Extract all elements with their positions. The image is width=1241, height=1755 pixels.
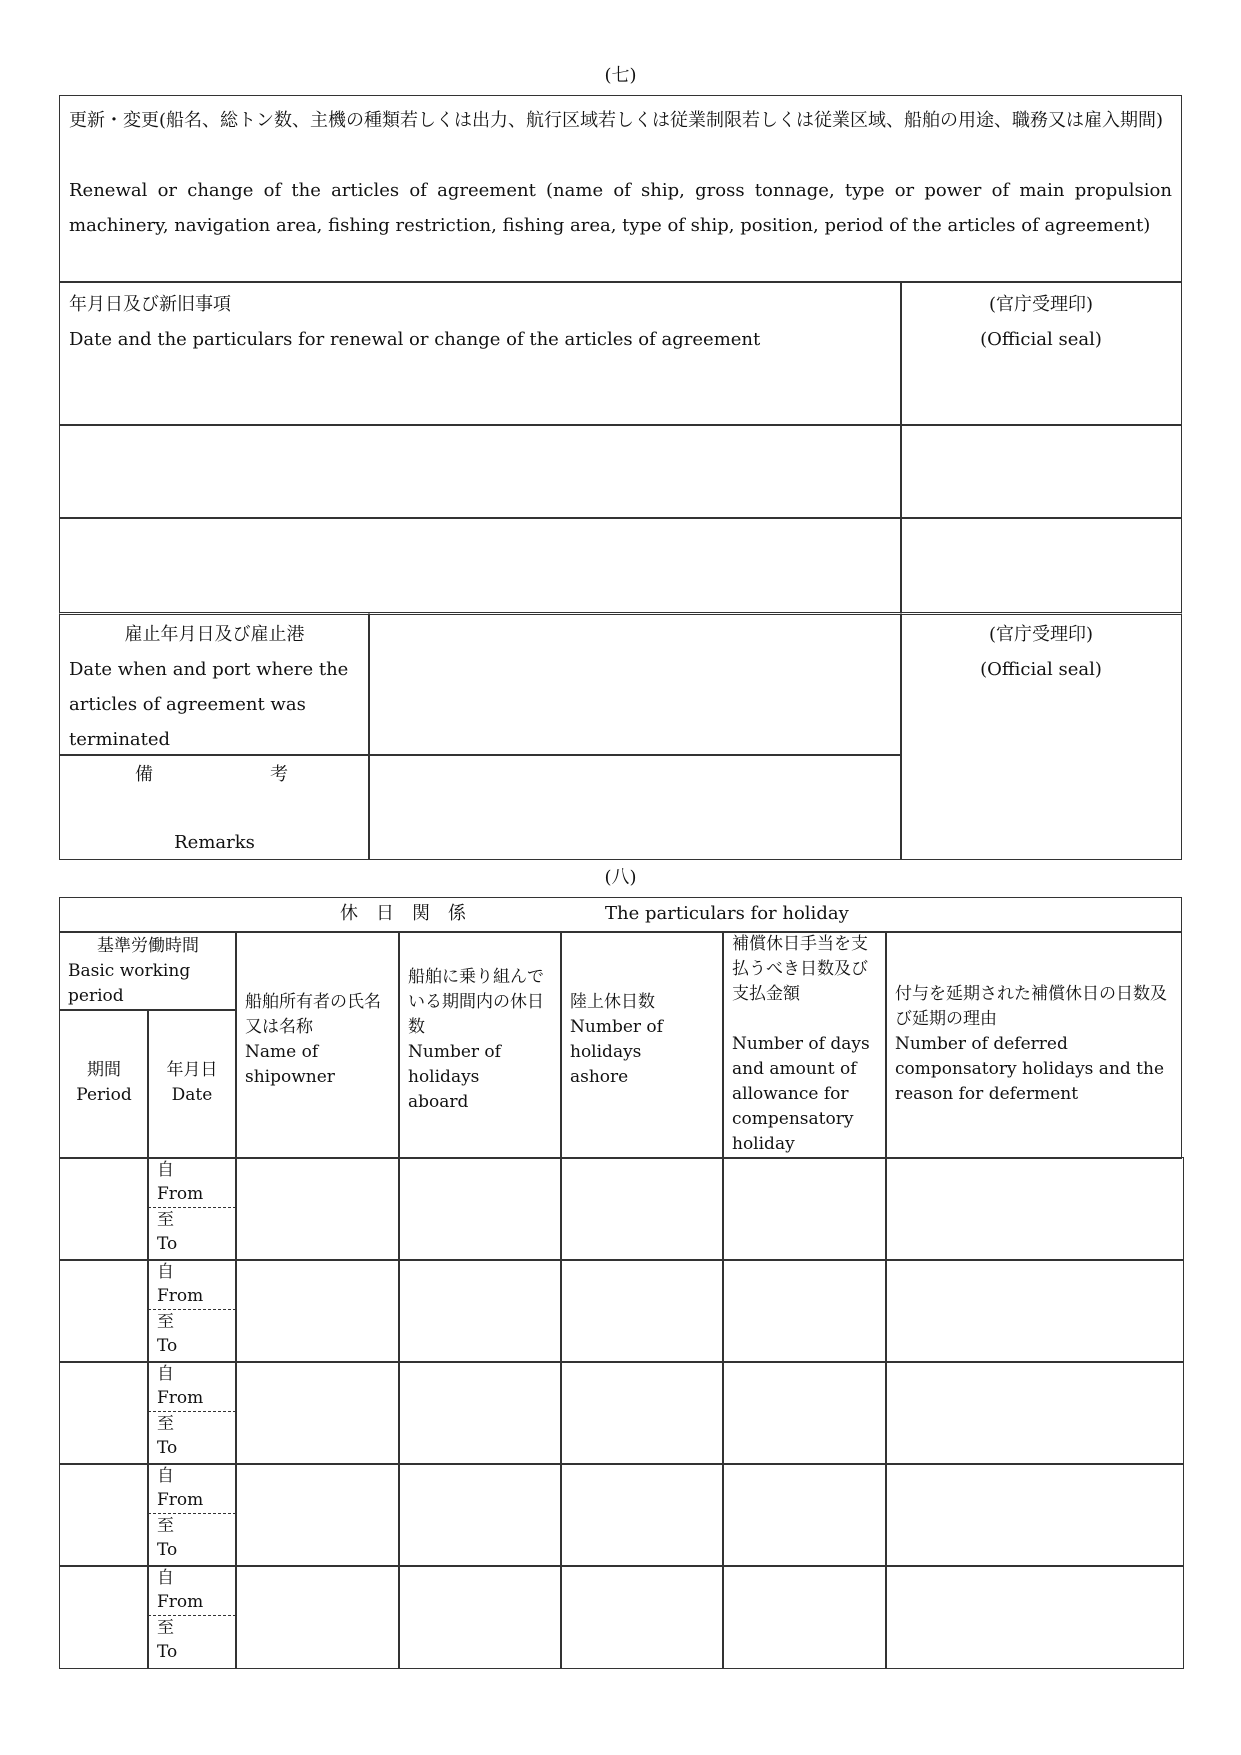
aboard-cell[interactable] — [398, 1157, 562, 1261]
date-en: Date — [171, 1085, 213, 1105]
remarks-entry-cell[interactable] — [368, 754, 902, 860]
holiday-title-cell — [59, 897, 1182, 933]
deferred-cell[interactable] — [885, 1157, 1184, 1261]
from-label-en: From — [157, 1286, 204, 1306]
remarks-label-ja-1: 備 — [135, 764, 153, 785]
basic-en: Basic working period — [68, 961, 191, 1006]
to-label-en: To — [157, 1642, 178, 1662]
termination-label-ja: 雇止年月日及び雇止港 — [124, 624, 305, 645]
to-label-ja: 至 — [157, 1312, 174, 1332]
period-header — [59, 1009, 149, 1159]
period-cell[interactable] — [59, 1157, 149, 1261]
date-label-en: Date and the particulars for renewal or change of the articles of agreement — [69, 329, 761, 350]
deferred-header — [885, 931, 1182, 1159]
shipowner-cell[interactable] — [235, 1463, 400, 1567]
to-label-ja: 至 — [157, 1516, 174, 1536]
basic-ja: 基準労働時間 — [97, 936, 199, 956]
allowance-cell[interactable] — [722, 1361, 887, 1465]
holiday-title-en: The particulars for holiday — [605, 903, 849, 924]
from-label-ja: 自 — [157, 1466, 174, 1486]
allowance-en: Number of days and amount of allowance for compensatory holiday — [732, 1034, 870, 1154]
section-7-number: (七) — [604, 65, 637, 86]
renewal-heading-cell — [59, 95, 1182, 283]
aboard-cell[interactable] — [398, 1259, 562, 1363]
date-cell — [147, 1565, 237, 1669]
allowance-header — [722, 931, 887, 1159]
period-en: Period — [76, 1085, 132, 1105]
ashore-en: Number of holidays ashore — [570, 1017, 663, 1087]
allowance-cell[interactable] — [722, 1463, 887, 1567]
from-label-ja: 自 — [157, 1160, 174, 1180]
holiday-title-ja: 休 日 関 係 — [340, 903, 466, 924]
basic-working-period-header — [59, 931, 237, 1011]
seal2-label-ja: (官庁受理印) — [988, 624, 1094, 645]
shipowner-cell[interactable] — [235, 1157, 400, 1261]
to-label-en: To — [157, 1438, 178, 1458]
ashore-cell[interactable] — [560, 1259, 724, 1363]
remarks-label-cell — [59, 754, 370, 860]
to-label-ja: 至 — [157, 1618, 174, 1638]
renewal-heading-en: Renewal or change of the articles of agreement (name of ship, gross tonnage, type or power of main propulsion machinery, navigation area, fishing restriction, fishing area, type of ship, position, period of the articles of agreement) — [69, 180, 1172, 236]
from-label-ja: 自 — [157, 1262, 174, 1282]
allowance-ja: 補償休日手当を支払うべき日数及び支払金額 — [732, 934, 868, 1004]
date-label-ja: 年月日及び新旧事項 — [69, 294, 231, 315]
ashore-cell[interactable] — [560, 1565, 724, 1669]
period-cell[interactable] — [59, 1361, 149, 1465]
seal-label-ja: (官庁受理印) — [988, 294, 1094, 315]
seal-entry-cell — [900, 517, 1182, 613]
deferred-en: Number of deferred componsatory holidays and the reason for deferment — [895, 1034, 1165, 1104]
ashore-cell[interactable] — [560, 1361, 724, 1465]
remarks-label-ja-2: 考 — [270, 764, 288, 785]
renewal-date-cell[interactable] — [59, 281, 902, 426]
ashore-cell[interactable] — [560, 1157, 724, 1261]
period-ja: 期間 — [87, 1060, 121, 1080]
renewal-heading-ja: 更新・変更(船名、総トン数、主機の種類若しくは出力、航行区域若しくは従業制限若しくは従業区域、船舶の用途、職務又は雇入期間) — [69, 110, 1164, 131]
allowance-cell[interactable] — [722, 1259, 887, 1363]
date-cell — [147, 1157, 237, 1261]
deferred-cell[interactable] — [885, 1361, 1184, 1465]
from-label-ja: 自 — [157, 1364, 174, 1384]
section-8-number: (八) — [604, 867, 637, 888]
deferred-cell[interactable] — [885, 1565, 1184, 1669]
owner-en: Name of shipowner — [245, 1042, 335, 1087]
seal-label-en: (Official seal) — [980, 329, 1102, 350]
date-header — [147, 1009, 237, 1159]
aboard-ja: 船舶に乗り組んでいる期間内の休日数 — [408, 967, 544, 1037]
aboard-cell[interactable] — [398, 1463, 562, 1567]
termination-entry-cell[interactable] — [368, 612, 902, 756]
date-cell — [147, 1259, 237, 1363]
aboard-cell[interactable] — [398, 1565, 562, 1669]
shipowner-header — [235, 931, 400, 1159]
from-label-en: From — [157, 1592, 204, 1612]
aboard-en: Number of holidays aboard — [408, 1042, 501, 1112]
aboard-cell[interactable] — [398, 1361, 562, 1465]
to-label-ja: 至 — [157, 1414, 174, 1434]
termination-label-en: Date when and port where the articles of agreement was terminated — [69, 659, 349, 750]
from-label-en: From — [157, 1184, 204, 1204]
from-label-ja: 自 — [157, 1568, 174, 1588]
period-cell[interactable] — [59, 1463, 149, 1567]
seal-entry-cell — [900, 424, 1182, 519]
holidays-ashore-header — [560, 931, 724, 1159]
remarks-label-en: Remarks — [174, 832, 255, 853]
shipowner-cell[interactable] — [235, 1565, 400, 1669]
shipowner-cell[interactable] — [235, 1361, 400, 1465]
official-seal-cell-2 — [900, 612, 1182, 860]
renewal-entry-cell[interactable] — [59, 517, 902, 613]
deferred-cell[interactable] — [885, 1463, 1184, 1567]
allowance-cell[interactable] — [722, 1157, 887, 1261]
holidays-aboard-header — [398, 931, 562, 1159]
allowance-cell[interactable] — [722, 1565, 887, 1669]
to-label-en: To — [157, 1540, 178, 1560]
ashore-ja: 陸上休日数 — [570, 992, 655, 1012]
to-label-en: To — [157, 1234, 178, 1254]
official-seal-cell — [900, 281, 1182, 426]
to-label-ja: 至 — [157, 1210, 174, 1230]
ashore-cell[interactable] — [560, 1463, 724, 1567]
to-label-en: To — [157, 1336, 178, 1356]
seal2-label-en: (Official seal) — [980, 659, 1102, 680]
termination-label-cell — [59, 612, 370, 756]
date-ja: 年月日 — [166, 1060, 218, 1080]
owner-ja: 船舶所有者の氏名又は名称 — [245, 992, 381, 1037]
from-label-en: From — [157, 1490, 204, 1510]
period-cell[interactable] — [59, 1259, 149, 1363]
deferred-ja: 付与を延期された補償休日の日数及び延期の理由 — [895, 984, 1167, 1029]
date-cell — [147, 1463, 237, 1567]
deferred-cell[interactable] — [885, 1259, 1184, 1363]
period-cell[interactable] — [59, 1565, 149, 1669]
from-label-en: From — [157, 1388, 204, 1408]
renewal-entry-cell[interactable] — [59, 424, 902, 519]
date-cell — [147, 1361, 237, 1465]
shipowner-cell[interactable] — [235, 1259, 400, 1363]
